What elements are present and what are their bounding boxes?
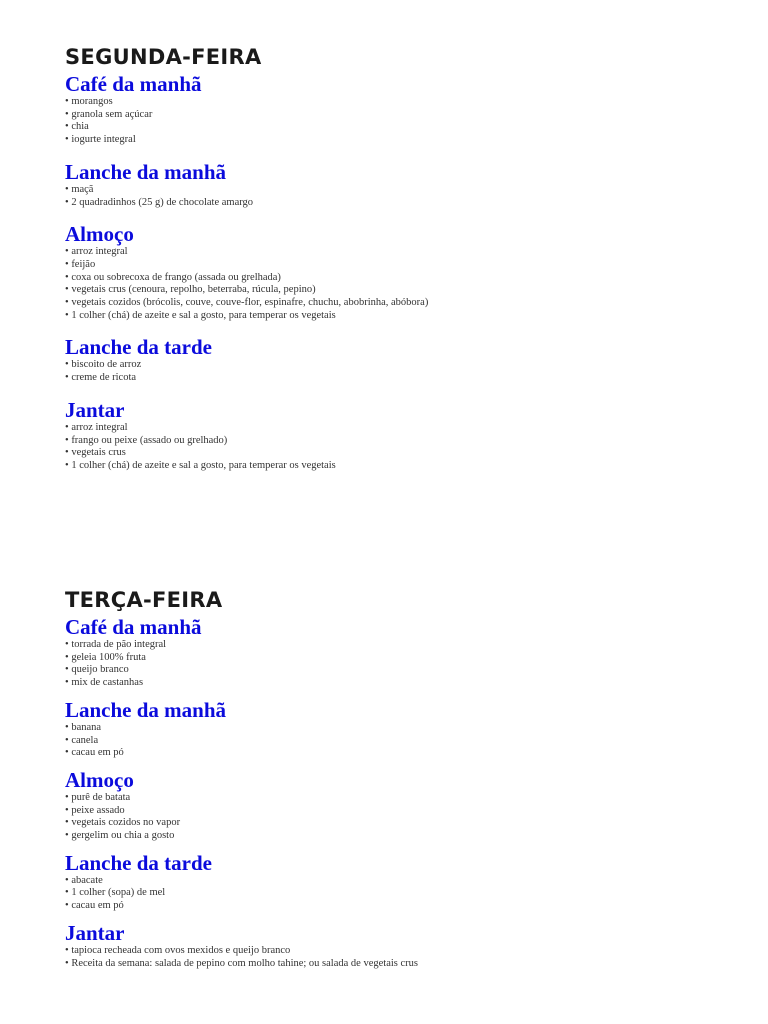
list-item: • queijo branco [65,664,745,677]
list-item: • cacau em pó [65,900,745,913]
list-item: • peixe assado [65,805,745,818]
day-section-terca [65,587,745,970]
meal-title: Café da manhã [65,72,202,96]
day-title: SEGUNDA-FEIRA [65,45,262,69]
list-item: • 1 colher (sopa) de mel [65,887,745,900]
list-item: • vegetais cozidos no vapor [65,817,745,830]
meal-lanche-da-manha [65,698,745,760]
list-item: • 1 colher (chá) de azeite e sal a gosto, para temperar os vegetais [65,310,745,323]
list-item: • maçã [65,184,745,197]
list-item: • frango ou peixe (assado ou grelhado) [65,435,745,448]
meal-almoco [65,222,745,322]
list-item: • geleia 100% fruta [65,652,745,665]
list-item: • morangos [65,96,745,109]
meal-items [65,875,745,913]
day-section-segunda [65,44,745,473]
meal-items [65,96,745,147]
list-item: • abacate [65,875,745,888]
list-item: • vegetais cozidos (brócolis, couve, couve-flor, espinafre, chuchu, abobrinha, abóbora) [65,297,745,310]
meal-title: Lanche da tarde [65,335,212,360]
list-item: • chia [65,121,745,134]
list-item: • coxa ou sobrecoxa de frango (assada ou grelhada) [65,272,745,285]
list-item: • torrada de pão integral [65,639,745,652]
list-item: • biscoito de arroz [65,359,745,372]
list-item: • arroz integral [65,246,745,259]
list-item: • feijão [65,259,745,272]
meal-title: Lanche da manhã [65,159,227,184]
meal-lanche-da-tarde [65,851,745,913]
meal-title: Café da manhã [65,615,202,639]
list-item: • cacau em pó [65,747,745,760]
meal-title: Almoço [65,222,134,247]
list-item: • canela [65,735,745,748]
meal-lanche-da-tarde [65,335,745,384]
list-item: • vegetais crus (cenoura, repolho, beterraba, rúcula, pepino) [65,284,745,297]
meal-title: Jantar [65,397,125,422]
meal-jantar [65,921,745,970]
meal-items [65,422,745,473]
meal-items [65,184,745,209]
day-title: TERÇA-FEIRA [65,588,223,612]
list-item: • arroz integral [65,422,745,435]
list-item: • vegetais crus [65,447,745,460]
meal-cafe-da-manha [65,615,745,690]
meal-cafe-da-manha [65,72,745,147]
meal-lanche-da-manha [65,160,745,209]
list-item: • granola sem açúcar [65,109,745,122]
meal-items [65,359,745,384]
list-item: • purê de batata [65,792,745,805]
meal-items [65,722,745,760]
meal-title: Lanche da tarde [65,850,212,875]
list-item: • 2 quadradinhos (25 g) de chocolate amargo [65,197,745,210]
meal-items [65,945,745,970]
list-item: • 1 colher (chá) de azeite e sal a gosto, para temperar os vegetais [65,460,745,473]
list-item: • gergelim ou chia a gosto [65,830,745,843]
list-item: • banana [65,722,745,735]
meal-title: Lanche da manhã [65,697,227,722]
list-item: • creme de ricota [65,372,745,385]
list-item: • tapioca recheada com ovos mexidos e queijo branco [65,945,745,958]
meal-almoco [65,768,745,843]
list-item: • Receita da semana: salada de pepino com molho tahine; ou salada de vegetais crus [65,958,745,971]
meal-jantar [65,398,745,473]
list-item: • mix de castanhas [65,677,745,690]
list-item: • iogurte integral [65,134,745,147]
meal-title: Jantar [65,920,125,945]
meal-title: Almoço [65,767,134,792]
meal-items [65,792,745,843]
meal-items [65,246,745,322]
meal-items [65,639,745,690]
